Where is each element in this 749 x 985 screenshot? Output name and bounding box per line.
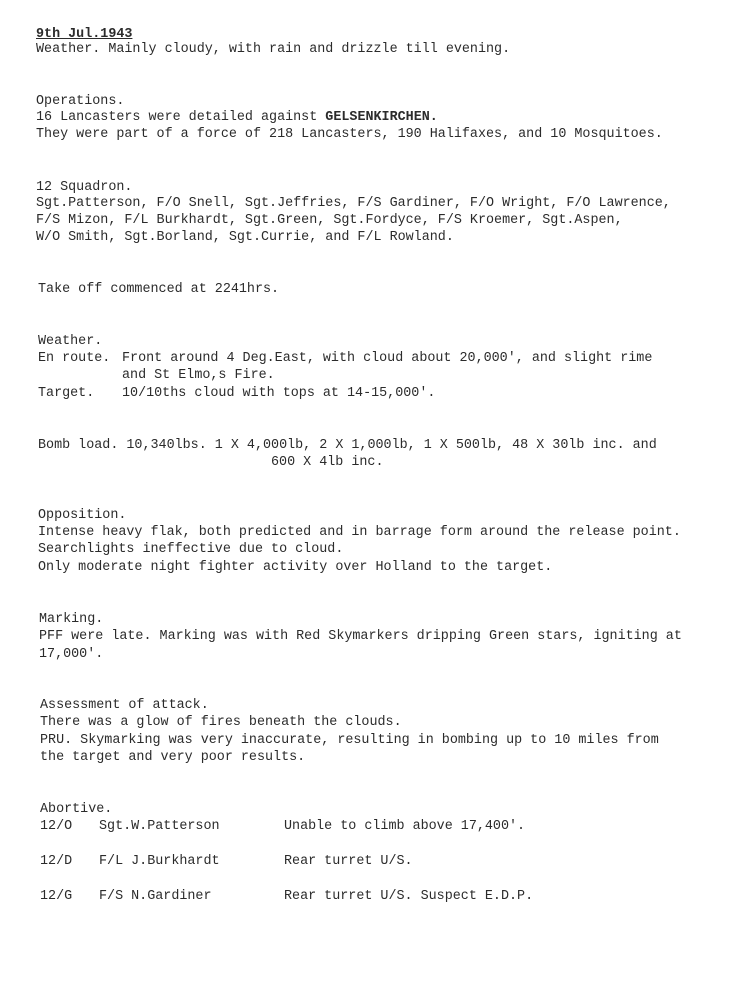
aircraft-code: 12/D xyxy=(40,854,73,869)
marking-line: PFF were late. Marking was with Red Skymarkers dripping Green stars, igniting at xyxy=(39,629,682,644)
squadron-crew-line: W/O Smith, Sgt.Borland, Sgt.Currie, and F/L Rowland. xyxy=(36,230,454,245)
takeoff-time: Take off commenced at 2241hrs. xyxy=(38,282,280,297)
abort-reason: Rear turret U/S. Suspect E.D.P. xyxy=(284,889,534,904)
squadron-heading: 12 Squadron. xyxy=(36,180,133,195)
operations-heading: Operations. xyxy=(36,94,125,109)
bomb-load: Bomb load. 10,340lbs. 1 X 4,000lb, 2 X 1,000lb, 1 X 500lb, 48 X 30lb inc. and xyxy=(38,438,657,453)
aircraft-code: 12/G xyxy=(40,889,73,904)
opposition-line: Intense heavy flak, both predicted and in barrage form around the release point. xyxy=(38,525,681,540)
weather-enroute-label: En route. xyxy=(38,351,111,366)
pilot-name: Sgt.W.Patterson xyxy=(99,819,220,834)
weather-heading: Weather. xyxy=(38,334,103,349)
opposition-line: Searchlights ineffective due to cloud. xyxy=(38,542,344,557)
squadron-crew-line: F/S Mizon, F/L Burkhardt, Sgt.Green, Sgt.Fordyce, F/S Kroemer, Sgt.Aspen, xyxy=(36,213,623,228)
operations-detail xyxy=(36,109,438,127)
assessment-line: There was a glow of fires beneath the clouds. xyxy=(40,715,402,730)
abortive-heading: Abortive. xyxy=(40,802,113,817)
assessment-line: PRU. Skymarking was very inaccurate, resulting in bombing up to 10 miles from xyxy=(40,733,659,748)
marking-heading: Marking. xyxy=(39,612,104,627)
pilot-name: F/S N.Gardiner xyxy=(99,889,212,904)
weather-enroute-text-cont: and St Elmo,s Fire. xyxy=(122,368,275,383)
opposition-line: Only moderate night fighter activity over Holland to the target. xyxy=(38,560,553,575)
aircraft-code: 12/O xyxy=(40,819,73,834)
assessment-heading: Assessment of attack. xyxy=(40,698,209,713)
operations-detail-prefix: 16 Lancasters were detailed against xyxy=(36,110,326,125)
operations-force: They were part of a force of 218 Lancasters, 190 Halifaxes, and 10 Mosquitoes. xyxy=(36,127,663,142)
marking-line: 17,000'. xyxy=(39,647,104,662)
bomb-load-cont: 600 X 4lb inc. xyxy=(271,455,384,470)
weather-enroute-text: Front around 4 Deg.East, with cloud about 20,000', and slight rime xyxy=(122,351,653,366)
abort-reason: Unable to climb above 17,400'. xyxy=(284,819,526,834)
weather-summary: Weather. Mainly cloudy, with rain and drizzle till evening. xyxy=(36,42,511,57)
weather-target-label: Target. xyxy=(38,386,95,401)
assessment-line: the target and very poor results. xyxy=(40,750,306,765)
opposition-heading: Opposition. xyxy=(38,508,127,523)
operations-target: GELSENKIRCHEN. xyxy=(325,110,438,125)
pilot-name: F/L J.Burkhardt xyxy=(99,854,220,869)
squadron-crew-line: Sgt.Patterson, F/O Snell, Sgt.Jeffries, F/S Gardiner, F/O Wright, F/O Lawrence, xyxy=(36,196,671,211)
weather-target-text: 10/10ths cloud with tops at 14-15,000'. xyxy=(122,386,436,401)
abort-reason: Rear turret U/S. xyxy=(284,854,413,869)
entry-date: 9th Jul.1943 xyxy=(36,27,133,42)
